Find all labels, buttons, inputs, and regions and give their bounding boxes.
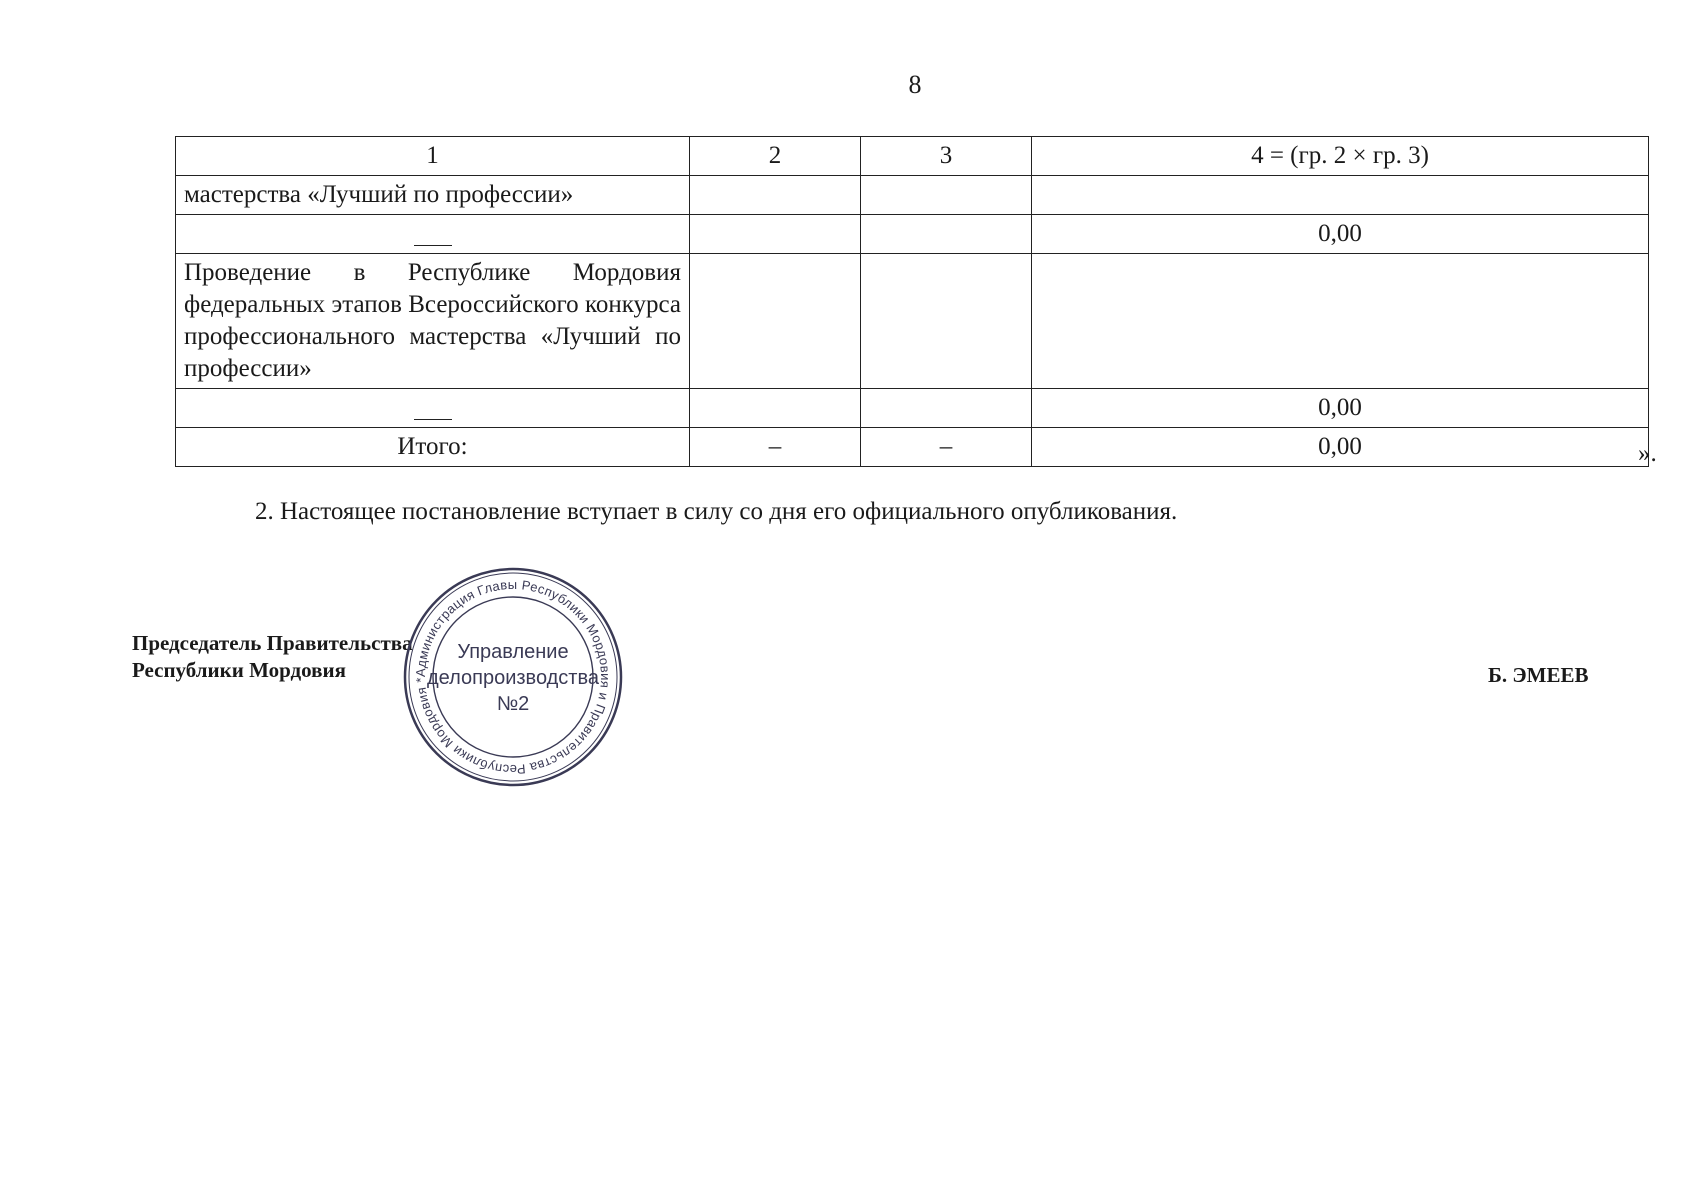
signer-title xyxy=(132,630,413,684)
row-description: мастерства «Лучший по профессии» xyxy=(176,176,690,215)
header-col-1: 1 xyxy=(176,137,690,176)
signer-name: Б. ЭМЕЕВ xyxy=(1488,663,1589,687)
row-col-3 xyxy=(861,215,1032,254)
table-row xyxy=(176,389,1649,428)
closing-quote: ». xyxy=(1638,440,1657,467)
row-description xyxy=(176,215,690,254)
total-col-3: – xyxy=(861,428,1032,467)
table-row xyxy=(176,215,1649,254)
row-col-3 xyxy=(861,176,1032,215)
row-col-4 xyxy=(1032,176,1649,215)
signer-title-line-2: Республики Мордовия xyxy=(132,658,346,682)
table-row xyxy=(176,176,1649,215)
total-col-2: – xyxy=(690,428,861,467)
blank-dash-line xyxy=(414,225,452,246)
header-col-2: 2 xyxy=(690,137,861,176)
blank-dash-line xyxy=(414,399,452,420)
table-total-row xyxy=(176,428,1649,467)
row-col-3 xyxy=(861,389,1032,428)
row-col-2 xyxy=(690,215,861,254)
total-label: Итого: xyxy=(176,428,690,467)
page-number: 8 xyxy=(908,70,922,99)
expense-table xyxy=(175,136,1649,467)
row-description xyxy=(176,389,690,428)
row-col-4 xyxy=(1032,254,1649,389)
row-description: Проведение в Республике Мордовия федеральных этапов Всероссийского конкурса профессионального мастерства «Лучший по профессии» xyxy=(176,254,690,389)
seal-ring-text: Администрация Главы Республики Мордовия и Правительства Республики Мордовия * xyxy=(412,576,614,778)
row-col-3 xyxy=(861,254,1032,389)
row-col-2 xyxy=(690,389,861,428)
row-col-2 xyxy=(690,176,861,215)
seal-line-3: №2 xyxy=(496,693,530,715)
seal-line-2: делопроизводства xyxy=(426,667,599,689)
row-col-2 xyxy=(690,254,861,389)
header-col-4: 4 = (гр. 2 × гр. 3) xyxy=(1032,137,1649,176)
table-row xyxy=(176,254,1649,389)
row-col-4: 0,00 xyxy=(1032,389,1649,428)
effective-date-paragraph: 2. Настоящее постановление вступает в силу со дня его официального опубликования. xyxy=(255,498,1178,525)
signer-title-line-1: Председатель Правительства xyxy=(132,631,413,655)
table-header-row xyxy=(176,137,1649,176)
total-col-4: 0,00 xyxy=(1032,428,1649,467)
header-col-3: 3 xyxy=(861,137,1032,176)
row-col-4: 0,00 xyxy=(1032,215,1649,254)
seal-line-1: Управление xyxy=(457,641,569,663)
